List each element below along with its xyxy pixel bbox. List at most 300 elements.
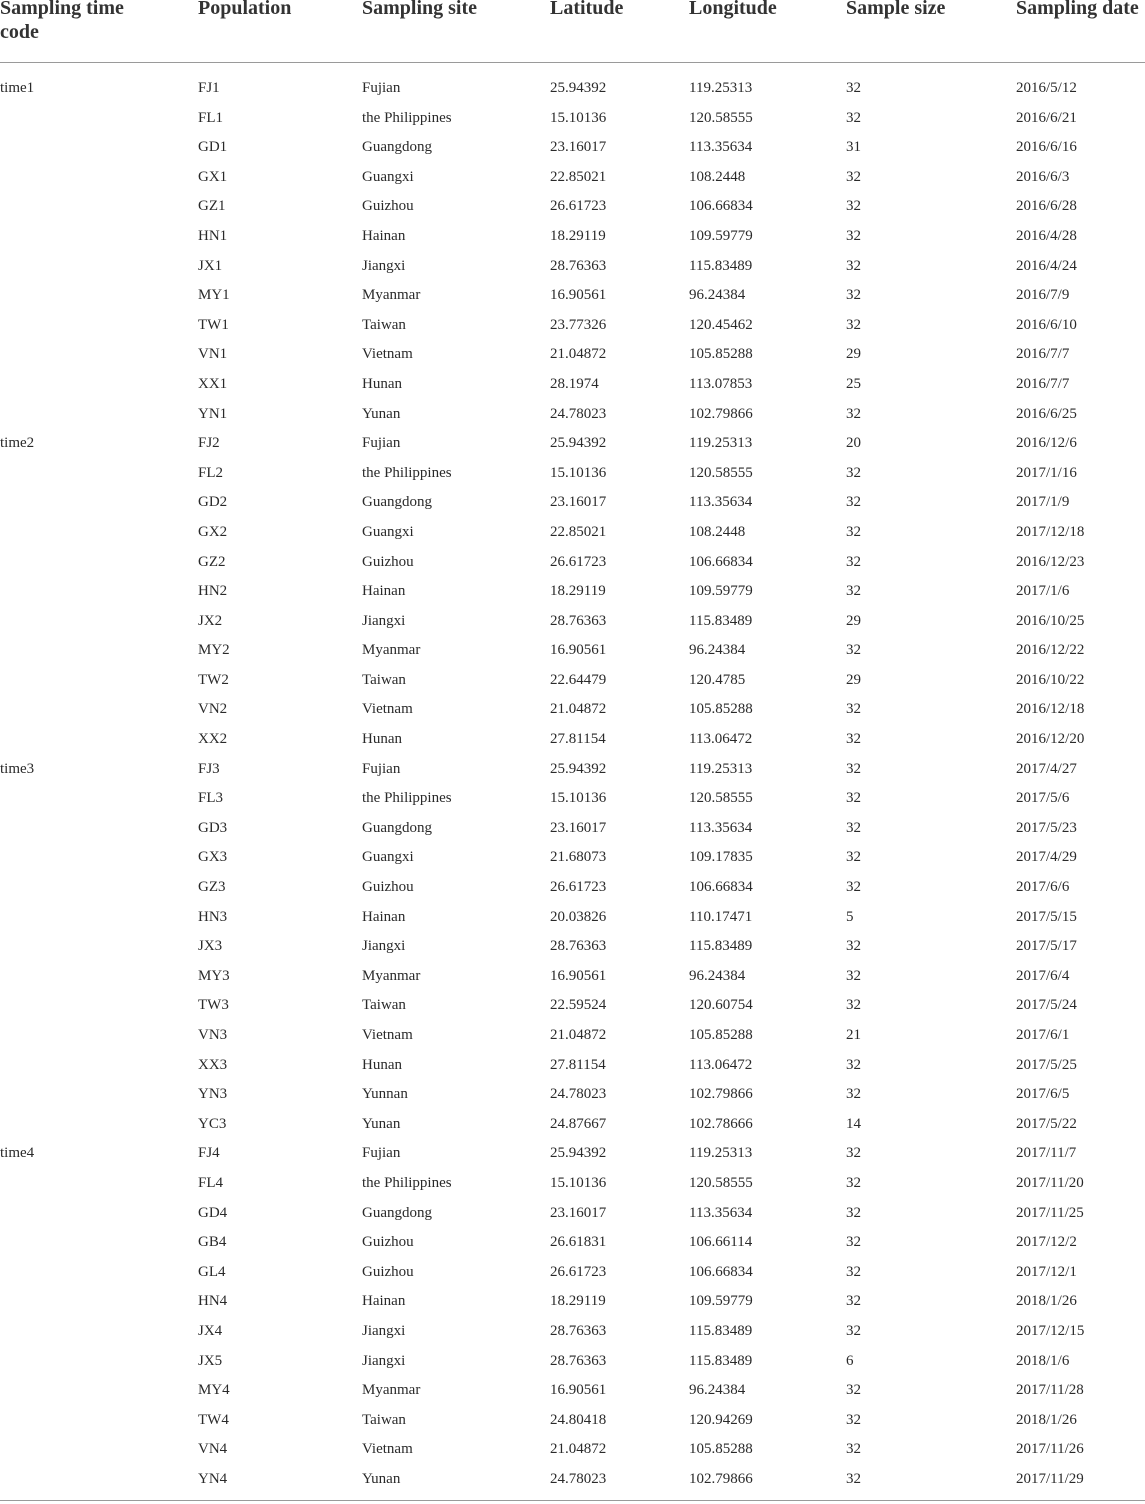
cell-longitude: 109.17835 [689,849,753,866]
cell-sample-size: 29 [846,671,861,688]
table-row [0,1139,1145,1169]
cell-sampling-date: 2016/6/3 [1016,168,1070,185]
table-row [0,133,1145,163]
cell-longitude: 105.85288 [689,1027,753,1043]
cell-latitude: 15.10136 [550,464,607,481]
cell-sampling-date: 2017/4/27 [1016,760,1077,777]
cell-sample-size: 32 [846,1204,861,1221]
cell-sampling-site: Hunan [362,731,402,748]
table-row [0,222,1145,252]
cell-sampling-site: Jiangxi [362,938,406,955]
table-row [0,400,1145,430]
table-row [0,607,1145,637]
cell-latitude: 27.81154 [550,1056,606,1073]
cell-longitude: 113.07853 [689,375,753,392]
cell-sampling-date: 2018/1/6 [1016,1352,1070,1369]
cell-population: JX5 [198,1352,223,1369]
cell-sample-size: 29 [846,346,861,363]
cell-sample-size: 32 [846,1411,861,1428]
cell-longitude: 105.85288 [689,701,753,718]
table-row [0,488,1145,518]
cell-sampling-date: 2017/11/7 [1016,1145,1077,1162]
cell-population: JX3 [198,938,223,955]
cell-sampling-site: Myanmar [362,287,421,304]
cell-longitude: 120.58555 [689,109,753,126]
cell-sample-size: 32 [846,760,861,777]
cell-sampling-site: Guangxi [362,849,414,866]
table-row [0,636,1145,666]
cell-population: YC3 [198,1115,227,1132]
cell-population: GD4 [198,1204,228,1221]
cell-sampling-date: 2016/6/21 [1016,109,1077,126]
table-row [0,725,1145,755]
cell-sampling-date: 2017/12/1 [1016,1263,1077,1280]
cell-latitude: 23.16017 [550,819,607,836]
cell-latitude: 15.10136 [550,1174,607,1191]
cell-population: TW2 [198,671,229,688]
cell-population: JX2 [198,612,223,629]
cell-latitude: 21.68073 [550,849,607,866]
cell-sample-size: 32 [846,583,861,600]
table-row [0,340,1145,370]
cell-sampling-date: 2017/11/25 [1016,1204,1084,1221]
table-row [0,843,1145,873]
cell-latitude: 23.16017 [550,139,607,156]
table-row [0,1021,1145,1051]
table-row [0,459,1145,489]
cell-sampling-date: 2017/12/18 [1016,523,1085,540]
cell-latitude: 15.10136 [550,790,607,807]
cell-latitude: 22.64479 [550,671,607,688]
cell-sample-size: 31 [846,139,861,156]
cell-latitude: 25.94392 [550,80,607,96]
cell-longitude: 110.17471 [689,908,753,925]
cell-longitude: 106.66834 [689,553,753,570]
cell-latitude: 26.61723 [550,1263,607,1280]
cell-latitude: 28.76363 [550,257,607,274]
cell-sampling-date: 2016/12/23 [1016,553,1085,570]
cell-sample-size: 32 [846,701,861,718]
cell-sampling-site: Guangdong [362,494,432,511]
cell-sampling-date: 2018/1/26 [1016,1293,1077,1310]
cell-sampling-site: Guangdong [362,819,432,836]
cell-sample-size: 32 [846,1145,861,1162]
cell-population: MY3 [198,967,230,984]
table-row [0,104,1145,134]
cell-latitude: 18.29119 [550,1293,606,1310]
cell-sampling-date: 2016/10/22 [1016,671,1085,688]
cell-sampling-site: Jiangxi [362,257,406,274]
cell-latitude: 24.78023 [550,1086,607,1103]
cell-latitude: 26.61723 [550,879,607,896]
cell-longitude: 119.25313 [689,1145,753,1162]
cell-time-code: time3 [0,760,35,777]
column-header-sampling-date: Sampling date [1016,0,1139,19]
cell-sampling-date: 2017/5/15 [1016,908,1077,925]
cell-sample-size: 32 [846,553,861,570]
cell-population: TW3 [198,997,229,1014]
table-row [0,518,1145,548]
cell-sample-size: 32 [846,494,861,511]
cell-sampling-date: 2016/4/24 [1016,257,1077,274]
cell-sampling-site: Guangxi [362,168,414,185]
cell-sampling-site: Hainan [362,583,406,600]
table-row [0,1110,1145,1140]
cell-longitude: 120.58555 [689,790,753,807]
table-row [0,163,1145,193]
cell-sample-size: 6 [846,1352,854,1369]
cell-population: GD2 [198,494,228,511]
cell-population: XX2 [198,731,228,748]
cell-population: FL2 [198,464,224,481]
table-row [0,903,1145,933]
cell-longitude: 120.58555 [689,1174,753,1191]
cell-sampling-site: Hainan [362,1293,406,1310]
cell-longitude: 96.24384 [689,1382,746,1399]
cell-sampling-site: Myanmar [362,642,421,659]
cell-sample-size: 32 [846,938,861,955]
cell-sample-size: 32 [846,731,861,748]
table-row [0,311,1145,341]
table-row [0,932,1145,962]
table-row [0,1051,1145,1081]
cell-sampling-site: Yunan [362,405,401,422]
cell-sample-size: 32 [846,80,861,96]
cell-longitude: 106.66114 [689,1234,753,1251]
cell-sampling-site: Guangdong [362,139,432,156]
cell-longitude: 119.25313 [689,80,753,96]
cell-longitude: 113.35634 [689,494,753,511]
cell-latitude: 16.90561 [550,287,607,304]
cell-sample-size: 32 [846,109,861,126]
cell-sample-size: 32 [846,1263,861,1280]
cell-population: VN2 [198,701,228,718]
cell-latitude: 25.94392 [550,760,607,777]
cell-sampling-date: 2016/12/18 [1016,701,1085,718]
cell-sampling-date: 2016/12/22 [1016,642,1085,659]
cell-longitude: 113.35634 [689,1204,753,1221]
cell-sampling-site: Fujian [362,1145,401,1162]
cell-sampling-date: 2017/5/23 [1016,819,1077,836]
cell-sampling-site: Taiwan [362,1411,406,1428]
cell-latitude: 22.85021 [550,523,607,540]
table-row [0,74,1145,104]
cell-sample-size: 32 [846,1322,861,1339]
cell-latitude: 16.90561 [550,1382,607,1399]
cell-longitude: 102.78666 [689,1115,753,1132]
cell-sample-size: 32 [846,523,861,540]
cell-latitude: 28.1974 [550,375,599,392]
table-row [0,1376,1145,1406]
cell-longitude: 96.24384 [689,642,746,659]
cell-sample-size: 32 [846,1174,861,1191]
cell-sampling-date: 2017/11/28 [1016,1382,1084,1399]
cell-latitude: 16.90561 [550,967,607,984]
table-row [0,1406,1145,1436]
cell-longitude: 109.59779 [689,227,753,244]
cell-sampling-date: 2016/7/7 [1016,375,1070,392]
cell-sampling-date: 2017/4/29 [1016,849,1077,866]
cell-sampling-date: 2017/5/6 [1016,790,1070,807]
cell-sample-size: 32 [846,168,861,185]
cell-latitude: 26.61723 [550,198,607,215]
cell-sample-size: 32 [846,997,861,1014]
cell-population: FJ4 [198,1145,220,1162]
cell-sampling-site: Taiwan [362,997,406,1014]
table-body [0,74,1145,1495]
cell-sampling-date: 2017/1/16 [1016,464,1077,481]
cell-population: GZ2 [198,553,226,570]
cell-sampling-date: 2017/1/6 [1016,583,1070,600]
cell-latitude: 28.76363 [550,938,607,955]
cell-sampling-site: Vietnam [362,346,413,363]
cell-latitude: 15.10136 [550,109,607,126]
cell-longitude: 119.25313 [689,760,753,777]
cell-sample-size: 20 [846,435,861,452]
cell-sampling-site: Guizhou [362,1263,414,1280]
cell-sampling-site: Vietnam [362,701,413,718]
cell-population: FL4 [198,1174,224,1191]
cell-sample-size: 32 [846,1056,861,1073]
cell-longitude: 119.25313 [689,435,753,452]
cell-sample-size: 32 [846,849,861,866]
cell-sampling-date: 2017/6/6 [1016,879,1070,896]
cell-sample-size: 32 [846,879,861,896]
cell-sampling-site: Hunan [362,375,402,392]
cell-sampling-site: Taiwan [362,671,406,688]
cell-sampling-date: 2017/12/15 [1016,1322,1085,1339]
cell-sample-size: 32 [846,1234,861,1251]
cell-sample-size: 32 [846,257,861,274]
cell-time-code: time4 [0,1145,35,1162]
cell-sampling-date: 2017/5/22 [1016,1115,1077,1132]
cell-sample-size: 32 [846,642,861,659]
cell-latitude: 20.03826 [550,908,607,925]
cell-sample-size: 21 [846,1027,861,1043]
cell-longitude: 115.83489 [689,1352,753,1369]
cell-longitude: 105.85288 [689,1441,753,1458]
cell-longitude: 109.59779 [689,583,753,600]
cell-sampling-site: Guizhou [362,1234,414,1251]
cell-sampling-site: Myanmar [362,967,421,984]
cell-longitude: 115.83489 [689,1322,753,1339]
table-row [0,252,1145,282]
cell-population: GB4 [198,1234,227,1251]
cell-sampling-date: 2017/5/24 [1016,997,1077,1014]
cell-longitude: 108.2448 [689,168,746,185]
cell-population: GZ3 [198,879,226,896]
table-header [0,0,1145,63]
cell-sampling-site: Yunan [362,1115,401,1132]
table-bottom-rule [0,1500,1145,1501]
cell-population: VN3 [198,1027,228,1043]
cell-longitude: 106.66834 [689,198,753,215]
cell-longitude: 113.06472 [689,731,753,748]
cell-population: VN1 [198,346,228,363]
cell-sampling-site: Fujian [362,80,401,96]
column-header-sample-size: Sample size [846,0,946,19]
cell-latitude: 26.61831 [550,1234,607,1251]
cell-sample-size: 32 [846,819,861,836]
cell-latitude: 24.80418 [550,1411,607,1428]
cell-latitude: 24.87667 [550,1115,607,1132]
cell-sampling-date: 2017/1/9 [1016,494,1070,511]
cell-longitude: 120.60754 [689,997,753,1014]
cell-sampling-site: the Philippines [362,790,452,807]
cell-population: GX1 [198,168,228,185]
cell-population: HN1 [198,227,228,244]
cell-latitude: 23.77326 [550,316,607,333]
cell-sampling-site: Myanmar [362,1382,421,1399]
cell-population: FJ2 [198,435,220,452]
cell-population: YN4 [198,1470,228,1487]
cell-sample-size: 32 [846,1293,861,1310]
cell-sampling-site: Yunnan [362,1086,408,1103]
table-row [0,192,1145,222]
cell-sampling-site: Fujian [362,435,401,452]
cell-sampling-date: 2016/6/16 [1016,139,1077,156]
cell-population: FJ1 [198,80,220,96]
cell-population: MY1 [198,287,230,304]
cell-population: GX2 [198,523,228,540]
cell-latitude: 23.16017 [550,1204,607,1221]
cell-longitude: 105.85288 [689,346,753,363]
cell-longitude: 120.45462 [689,316,753,333]
cell-longitude: 115.83489 [689,257,753,274]
cell-latitude: 25.94392 [550,435,607,452]
cell-latitude: 21.04872 [550,346,607,363]
cell-population: XX3 [198,1056,228,1073]
cell-latitude: 21.04872 [550,1441,607,1458]
table-row [0,873,1145,903]
cell-latitude: 21.04872 [550,1027,607,1043]
cell-latitude: 28.76363 [550,1352,607,1369]
column-header-latitude: Latitude [550,0,624,19]
cell-sampling-date: 2017/11/20 [1016,1174,1084,1191]
cell-longitude: 113.35634 [689,819,753,836]
cell-sampling-date: 2016/7/7 [1016,346,1070,363]
cell-latitude: 16.90561 [550,642,607,659]
cell-population: GD1 [198,139,228,156]
cell-latitude: 28.76363 [550,612,607,629]
table-row [0,1287,1145,1317]
table-row [0,1199,1145,1229]
table-row [0,962,1145,992]
cell-sampling-site: Vietnam [362,1441,413,1458]
cell-sampling-date: 2017/12/2 [1016,1234,1077,1251]
cell-population: FL3 [198,790,224,807]
cell-longitude: 109.59779 [689,1293,753,1310]
cell-sampling-date: 2017/6/5 [1016,1086,1070,1103]
cell-sampling-date: 2017/11/29 [1016,1470,1084,1487]
cell-sampling-date: 2016/6/10 [1016,316,1077,333]
table-row [0,1258,1145,1288]
cell-longitude: 96.24384 [689,967,746,984]
cell-population: GD3 [198,819,228,836]
cell-sampling-site: Jiangxi [362,612,406,629]
cell-sampling-date: 2017/6/4 [1016,967,1070,984]
cell-population: MY2 [198,642,230,659]
cell-sample-size: 32 [846,316,861,333]
cell-latitude: 18.29119 [550,583,606,600]
cell-sampling-site: Taiwan [362,316,406,333]
cell-sampling-site: the Philippines [362,1174,452,1191]
cell-longitude: 102.79866 [689,405,753,422]
cell-sampling-date: 2016/10/25 [1016,612,1085,629]
column-header-population: Population [198,0,292,19]
cell-time-code: time2 [0,435,35,452]
cell-sample-size: 32 [846,1382,861,1399]
cell-latitude: 26.61723 [550,553,607,570]
cell-time-code: time1 [0,80,35,96]
cell-sampling-date: 2017/11/26 [1016,1441,1084,1458]
cell-sampling-date: 2016/4/28 [1016,227,1077,244]
cell-sample-size: 25 [846,375,861,392]
cell-longitude: 113.06472 [689,1056,753,1073]
cell-latitude: 21.04872 [550,701,607,718]
table-row [0,1347,1145,1377]
cell-population: HN4 [198,1293,228,1310]
cell-population: VN4 [198,1441,228,1458]
cell-sampling-site: Vietnam [362,1027,413,1043]
cell-sampling-date: 2016/7/9 [1016,287,1070,304]
cell-latitude: 24.78023 [550,1470,607,1487]
cell-population: HN3 [198,908,228,925]
table-row [0,814,1145,844]
cell-sample-size: 32 [846,1441,861,1458]
cell-sample-size: 14 [846,1115,861,1132]
cell-sample-size: 32 [846,227,861,244]
cell-longitude: 102.79866 [689,1086,753,1103]
cell-sampling-date: 2018/1/26 [1016,1411,1077,1428]
cell-sample-size: 32 [846,198,861,215]
table-row [0,1169,1145,1199]
cell-sampling-site: Jiangxi [362,1322,406,1339]
cell-population: TW4 [198,1411,229,1428]
cell-population: XX1 [198,375,228,392]
cell-population: GX3 [198,849,228,866]
table-row [0,1465,1145,1495]
cell-sampling-date: 2016/6/25 [1016,405,1077,422]
cell-sampling-site: the Philippines [362,464,452,481]
cell-sampling-site: Jiangxi [362,1352,406,1369]
cell-latitude: 24.78023 [550,405,607,422]
cell-latitude: 23.16017 [550,494,607,511]
cell-sampling-site: Hainan [362,227,406,244]
cell-latitude: 28.76363 [550,1322,607,1339]
table-row [0,548,1145,578]
cell-sampling-date: 2016/6/28 [1016,198,1077,215]
cell-sampling-date: 2016/12/20 [1016,731,1085,748]
cell-sampling-site: Guizhou [362,553,414,570]
table-row [0,666,1145,696]
cell-longitude: 106.66834 [689,1263,753,1280]
cell-population: JX1 [198,257,223,274]
cell-sampling-site: Guangxi [362,523,414,540]
cell-longitude: 108.2448 [689,523,746,540]
cell-sampling-date: 2017/5/25 [1016,1056,1077,1073]
cell-population: HN2 [198,583,228,600]
cell-sample-size: 32 [846,405,861,422]
cell-longitude: 102.79866 [689,1470,753,1487]
column-header-sampling-site: Sampling site [362,0,478,19]
cell-population: FL1 [198,109,224,126]
cell-sampling-site: Yunan [362,1470,401,1487]
cell-sampling-site: Fujian [362,760,401,777]
table-row [0,1435,1145,1465]
cell-population: TW1 [198,316,229,333]
table-row [0,429,1145,459]
